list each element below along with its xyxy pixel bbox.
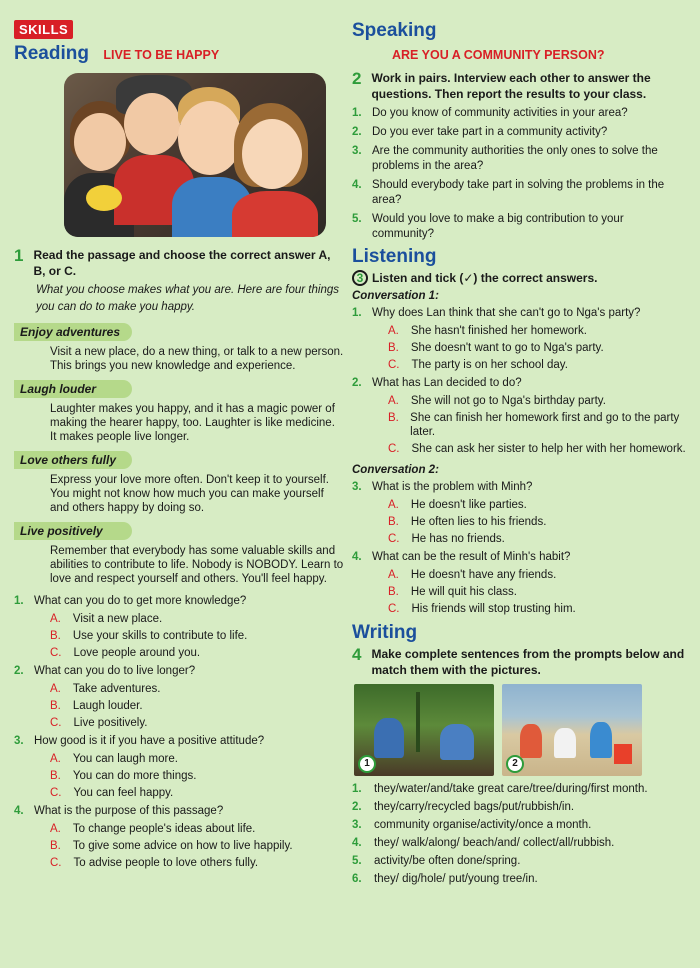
option-text: To change people's ideas about life. [72,823,256,835]
option-text: She will not go to Nga's birthday party. [410,395,606,407]
question-number: 4. [14,805,24,817]
reading-intro: What you choose makes what you are. Here are four things you can do to make you happy. [36,284,339,313]
answer-option [388,602,688,616]
option-letter: C. [388,533,400,545]
option-text: Laugh louder. [72,700,143,712]
question-text: Should everybody take part in solving the problems in the area? [372,179,665,206]
speaking-title: Speaking [352,20,437,41]
option-letter: B. [388,586,399,598]
prompt-number: 6. [352,873,362,885]
question-text: What is the problem with Minh? [372,481,533,493]
option-letter: C. [50,717,62,729]
answer-option [388,532,688,546]
option-letter: A. [388,325,399,337]
passage-section-text: Laughter makes you happy, and it has a magic power of making the hearer happy, too. Laughter is like medicine. It makes people live longer. [50,403,335,443]
option-letter: B. [50,840,61,852]
question-text: What can you do to get more knowledge? [34,595,247,607]
listening-task-instruction: Listen and tick (✓) the correct answers. [372,271,598,285]
listening-questions-1 [352,306,688,456]
prompt-text: they/carry/recycled bags/put/rubbish/in. [374,801,575,813]
option-text: To give some advice on how to live happily. [72,840,293,852]
speaking-questions [352,106,688,242]
question-text: How good is it if you have a positive attitude? [34,735,265,747]
question-text: Do you ever take part in a community activity? [372,126,608,138]
photo-planting-trees [354,684,494,776]
question-text: What can be the result of Minh's habit? [372,551,571,563]
prompt-text: community organise/activity/once a month. [374,819,592,831]
question-item [14,664,344,679]
speaking-task-instruction: Work in pairs. Interview each other to answer the questions. Then report the results to your class. [371,71,651,101]
photo-beach-cleanup [502,684,642,776]
question-text: Are the community authorities the only ones to solve the problems in the area? [372,145,658,172]
photo-1-number: 1 [358,755,376,773]
passage-section [14,316,344,373]
passage-section-tag: Enjoy adventures [14,323,132,341]
option-letter: C. [388,603,400,615]
answer-option [388,358,688,372]
question-item [352,125,688,140]
question-item [352,144,688,174]
question-text: What has Lan decided to do? [372,377,522,389]
writing-prompt [352,854,688,869]
answer-option [388,324,688,338]
answer-option [50,699,344,713]
answer-option [388,515,688,529]
answer-option [388,341,688,355]
answer-option [388,411,688,439]
passage-section [14,373,344,444]
option-text: She can ask her sister to help her with her homework. [411,443,686,455]
question-number: 4. [352,179,362,191]
option-letter: A. [388,499,399,511]
option-letter: C. [388,359,400,371]
passage-section-text: Visit a new place, do a new thing, or talk to a new person. This brings you new knowledge and experience. [50,346,344,372]
question-number: 3. [352,145,362,157]
answer-option [388,394,688,408]
answer-option [50,752,344,766]
option-letter: C. [50,857,62,869]
writing-prompt [352,782,688,797]
writing-prompt [352,818,688,833]
option-letter: B. [388,412,399,424]
question-item [352,212,688,242]
option-letter: B. [50,700,61,712]
listening-task [352,270,688,286]
passage-section [14,444,344,515]
question-text: Would you love to make a big contribution to your community? [372,213,624,240]
option-text: Live positively. [73,717,148,729]
option-text: Take adventures. [72,683,161,695]
option-text: His friends will stop trusting him. [411,603,576,615]
option-text: He will quit his class. [410,586,517,598]
option-text: She can finish her homework first and go to the party later. [410,412,680,438]
reading-passage [14,316,344,586]
question-number: 1. [352,107,362,119]
question-item [14,734,344,749]
writing-task-instruction: Make complete sentences from the prompts below and match them with the pictures. [371,647,685,677]
passage-section-tag: Live positively [14,522,132,540]
question-text: Why does Lan think that she can't go to Nga's party? [372,307,641,319]
prompt-text: they/water/and/take great care/tree/during/first month. [374,783,648,795]
speaking-task [352,70,688,102]
answer-option [50,769,344,783]
option-text: To advise people to love others fully. [73,857,259,869]
option-letter: B. [388,516,399,528]
prompt-number: 1. [352,783,362,795]
option-letter: C. [50,647,62,659]
speaking-subtitle: ARE YOU A COMMUNITY PERSON? [392,48,605,62]
option-text: You can feel happy. [73,787,174,799]
photo-2-number: 2 [506,755,524,773]
writing-task [352,646,688,678]
writing-prompt [352,872,688,887]
prompt-number: 4. [352,837,362,849]
question-number: 3. [352,481,362,493]
question-item [14,804,344,819]
question-number: 3. [14,735,24,747]
option-text: She doesn't want to go to Nga's party. [410,342,604,354]
passage-section-tag: Love others fully [14,451,132,469]
answer-option [388,442,688,456]
question-number: 1. [352,307,362,319]
prompt-number: 3. [352,819,362,831]
option-text: The party is on her school day. [411,359,568,371]
children-laughing-photo [64,73,326,237]
option-text: He often lies to his friends. [410,516,547,528]
question-text: Do you know of community activities in your area? [372,107,628,119]
option-letter: C. [50,787,62,799]
option-text: You can laugh more. [72,753,178,765]
question-number: 2. [14,665,24,677]
answer-option [50,716,344,730]
writing-prompts [352,782,688,887]
listening-questions-2 [352,480,688,616]
option-letter: A. [50,683,61,695]
passage-section [14,515,344,586]
right-column [352,20,688,887]
option-text: He doesn't like parties. [410,499,527,511]
passage-section-tag: Laugh louder [14,380,132,398]
reading-title: Reading [14,43,89,64]
reading-task-instruction: Read the passage and choose the correct answer A, B, or C. [33,248,331,278]
option-text: He has no friends. [411,533,505,545]
option-letter: C. [388,443,400,455]
answer-option [50,822,344,836]
prompt-text: they/ walk/along/ beach/and/ collect/all/rubbish. [374,837,615,849]
answer-option [388,498,688,512]
headphones-icon: 3 [352,270,368,286]
writing-title: Writing [352,622,418,643]
question-number: 2. [352,126,362,138]
option-letter: A. [50,823,61,835]
question-number: 5. [352,213,362,225]
question-item [352,178,688,208]
question-number: 1. [14,595,24,607]
skills-badge: SKILLS [14,20,73,39]
question-number: 2. [352,377,362,389]
option-text: Love people around you. [73,647,201,659]
answer-option [50,856,344,870]
option-text: You can do more things. [72,770,197,782]
writing-prompt [352,800,688,815]
option-text: Use your skills to contribute to life. [72,630,248,642]
question-item [352,106,688,121]
prompt-number: 5. [352,855,362,867]
reading-header [14,43,344,65]
writing-photos [354,684,688,776]
question-text: What can you do to live longer? [34,665,196,677]
prompt-number: 2. [352,801,362,813]
prompt-text: they/ dig/hole/ put/young tree/in. [374,873,538,885]
writing-task-number: 4 [352,645,362,664]
option-letter: B. [388,342,399,354]
answer-option [50,612,344,626]
writing-prompt [352,836,688,851]
passage-section-text: Express your love more often. Don't keep it to yourself. You might not know how much you can make yourself and others happy by doing so. [50,474,329,514]
option-letter: A. [50,753,61,765]
question-number: 4. [352,551,362,563]
option-letter: B. [50,630,61,642]
answer-option [50,786,344,800]
conversation-2-label: Conversation 2: [352,464,439,476]
answer-option [388,568,688,582]
speaking-task-number: 2 [352,69,362,88]
option-letter: A. [388,395,399,407]
listening-title: Listening [352,246,437,267]
answer-option [50,629,344,643]
passage-section-text: Remember that everybody has some valuable skills and abilities to contribute to life. Nobody is NOBODY. Learn to love and respect yourself and others. You'll feel happy. [50,545,344,585]
option-letter: B. [50,770,61,782]
answer-option [50,839,344,853]
answer-option [50,646,344,660]
question-item [14,594,344,609]
reading-subtitle: LIVE TO BE HAPPY [103,48,220,62]
prompt-text: activity/be often done/spring. [374,855,521,867]
option-letter: A. [388,569,399,581]
question-item [352,376,688,391]
reading-questions [14,594,344,870]
option-text: She hasn't finished her homework. [410,325,587,337]
question-item [352,550,688,565]
reading-task-number: 1 [14,246,24,265]
answer-option [50,682,344,696]
question-item [352,480,688,495]
question-text: What is the purpose of this passage? [34,805,224,817]
left-column [14,20,344,870]
question-item [352,306,688,321]
answer-option [388,585,688,599]
option-text: He doesn't have any friends. [410,569,557,581]
reading-task [14,247,344,279]
option-letter: A. [50,613,61,625]
conversation-1-label: Conversation 1: [352,290,439,302]
option-text: Visit a new place. [72,613,163,625]
